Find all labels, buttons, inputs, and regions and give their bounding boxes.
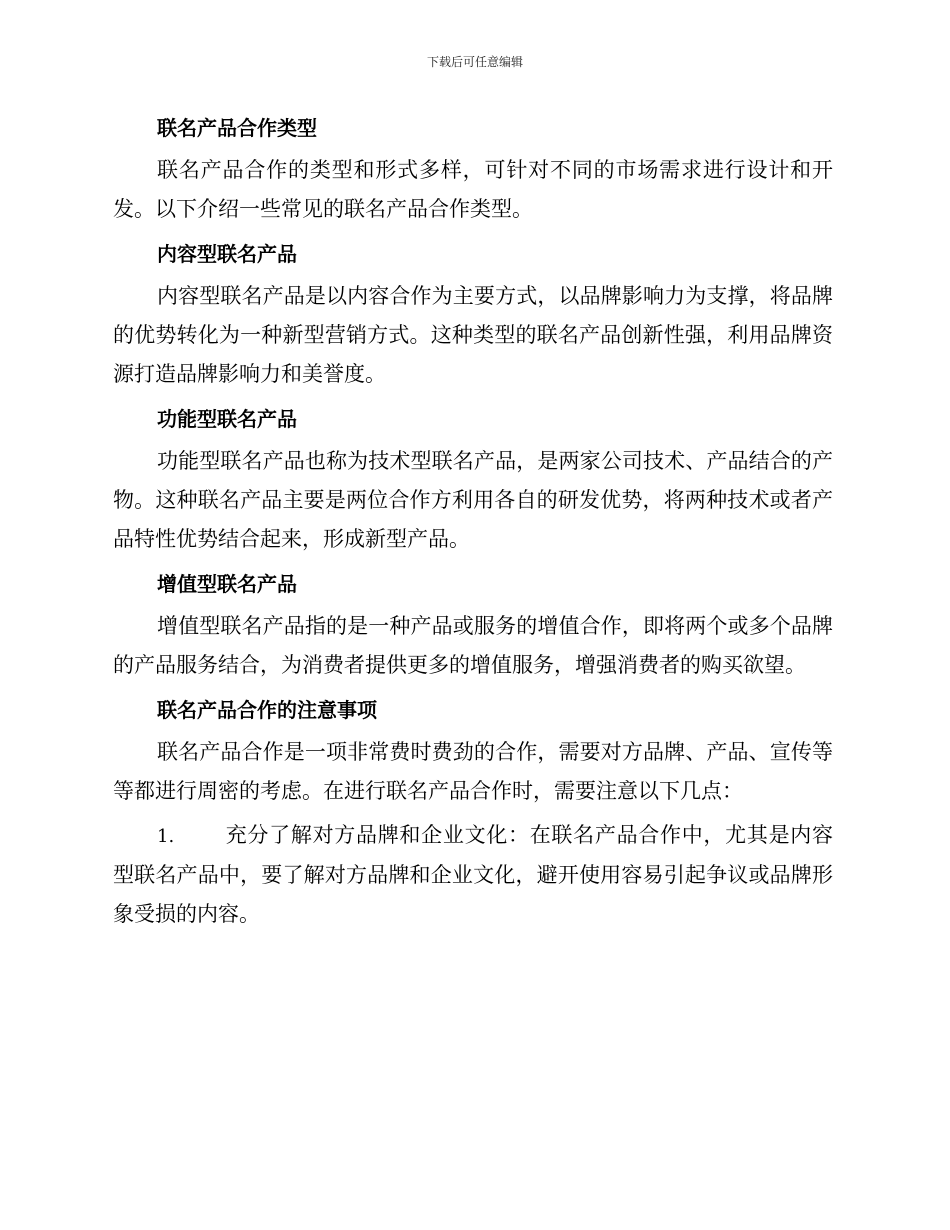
list-item-text: 充分了解对方品牌和企业文化：在联名产品合作中，尤其是内容型联名产品中，要了解对方品牌和企业文化，避开使用容易引起争议或品牌形象受损的内容。 (113, 823, 833, 926)
page-header: 下载后可任意编辑 (426, 55, 523, 69)
section-paragraph: 功能型联名产品也称为技术型联名产品，是两家公司技术、产品结合的产物。这种联名产品主要是两位合作方利用各自的研发优势，将两种技术或者产品特性优势结合起来，形成新型产品。 (113, 449, 833, 551)
section-heading: 联名产品合作类型 (157, 116, 317, 140)
section-paragraph: 联名产品合作是一项非常费时费劲的合作，需要对方品牌、产品、宣传等等都进行周密的考虑。在进行联名产品合作时，需要注意以下几点： (113, 740, 833, 803)
section-heading: 内容型联名产品 (157, 242, 297, 266)
list-number: 1. (157, 826, 175, 847)
document-body (113, 108, 833, 934)
section-heading: 功能型联名产品 (157, 407, 297, 431)
section-heading: 增值型联名产品 (157, 572, 297, 596)
section-paragraph: 增值型联名产品指的是一种产品或服务的增值合作，即将两个或多个品牌的产品服务结合，为消费者提供更多的增值服务，增强消费者的购买欲望。 (113, 614, 833, 677)
section-paragraph: 联名产品合作的类型和形式多样，可针对不同的市场需求进行设计和开发。以下介绍一些常见的联名产品合作类型。 (113, 158, 833, 221)
list-item (113, 816, 833, 934)
section-paragraph: 内容型联名产品是以内容合作为主要方式，以品牌影响力为支撑，将品牌的优势转化为一种新型营销方式。这种类型的联名产品创新性强，利用品牌资源打造品牌影响力和美誉度。 (113, 284, 833, 386)
section-heading: 联名产品合作的注意事项 (157, 698, 377, 722)
